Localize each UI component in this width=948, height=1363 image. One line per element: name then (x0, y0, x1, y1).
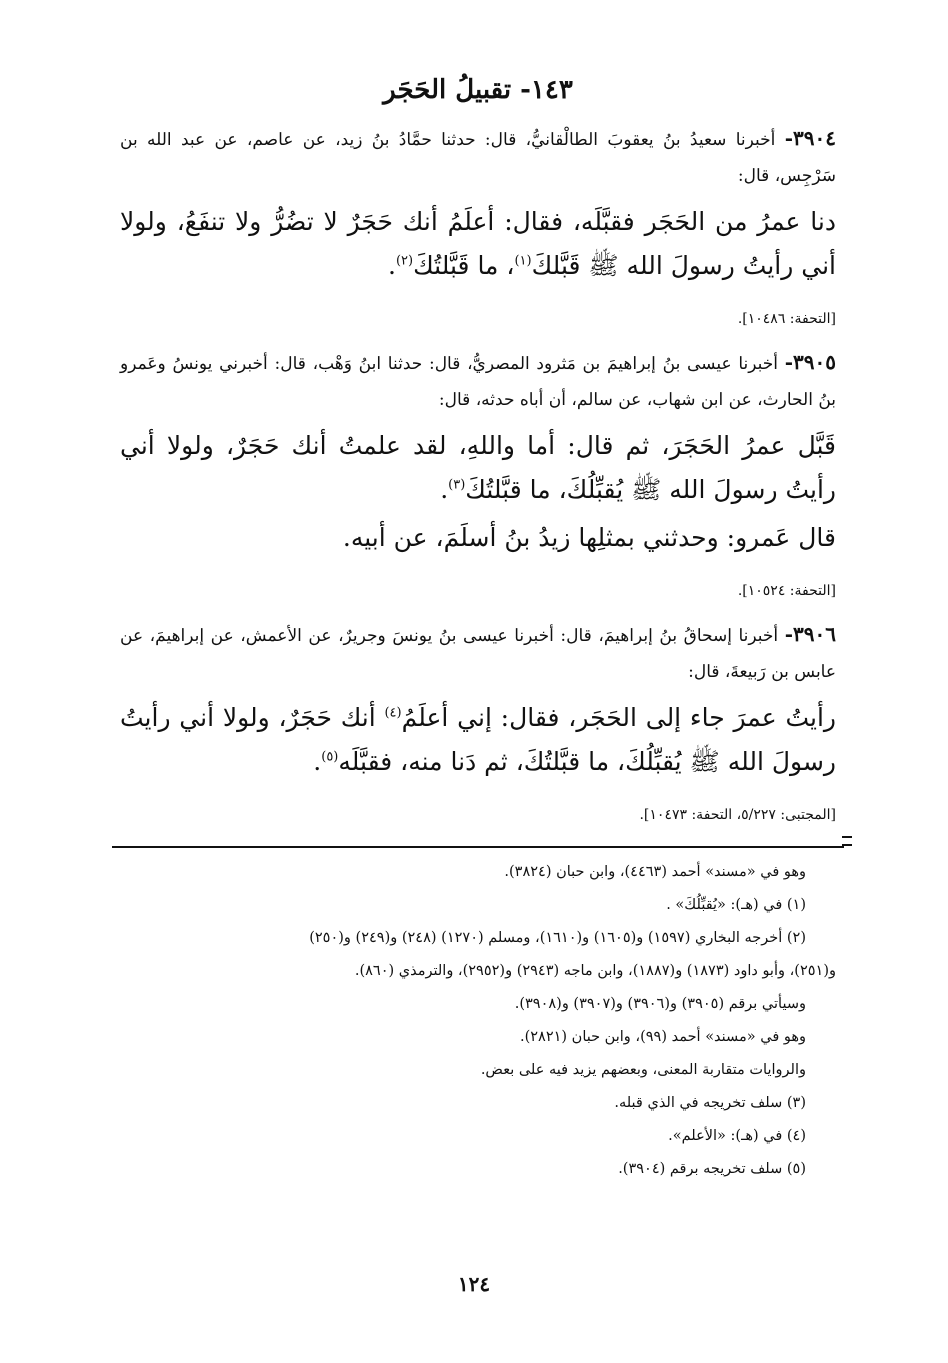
matn-text: رأيتُ عمرَ جاء إلى الحَجَر، فقال: إني أعلَمُ (401, 703, 836, 732)
hadith-isnad (120, 120, 836, 194)
footnote-ref: (٢) (395, 253, 414, 269)
hadith-matn (120, 200, 836, 288)
chapter-title: ١٤٣- تقبيلُ الحَجَر (383, 75, 573, 105)
tuhfa-reference: [المجتبى: ٥/٢٢٧، التحفة: ١٠٤٧٣]. (639, 807, 836, 823)
isnad-text: أخبرنا سعيدُ بنُ يعقوبَ الطالْقانيُّ، قال: حدثنا حمَّادُ بنُ زيد، عن عاصم، عن عبد الله بن سَرْجِس، قال: (120, 130, 836, 186)
footnote-line: وهو في «مسند» أحمد (٤٤٦٣)، وابن حبان (٣٨٢٤). (504, 864, 806, 880)
footnote-line: وهو في «مسند» أحمد (٩٩)، وابن حبان (٢٨٢١). (519, 1029, 806, 1045)
hadith-matn (120, 696, 836, 784)
matn-text: . (388, 251, 396, 280)
footnote-line: (٣) سلف تخريجه في الذي قبله. (614, 1095, 806, 1111)
footnote-ref: (٥) (321, 749, 339, 765)
isnad-text: أخبرنا عيسى بنُ إبراهيمَ بن مَثرود المصريُّ، قال: حدثنا ابنُ وَهْب، قال: أخبرني يونسُ وعَمرو بنُ الحارث، عن ابن شهاب، عن سالم، أن أباه حدثه، قال: (120, 354, 836, 410)
matn-text: . (440, 475, 449, 504)
page-body (120, 60, 836, 1320)
footnote-ref: (١) (514, 253, 532, 269)
tuhfa-reference: [التحفة: ١٠٤٨٦]. (737, 311, 836, 327)
footnotes (120, 856, 836, 1186)
page-number: ١٢٤ (457, 1272, 491, 1296)
footnote-ref: (٤) (384, 705, 402, 721)
footnote-line: (٥) سلف تخريجه برقم (٣٩٠٤). (618, 1161, 806, 1177)
hadith-number: ٣٩٠٤- (784, 126, 836, 150)
matn-text: دنا عمرُ من الحَجَر فقبَّلَه، فقال: أعلَمُ أنك حَجَرٌ لا تضُرُّ ولا تنفَعُ، ولولا أني رأيتُ رسولَ الله ﷺ قَبَّلكَ (120, 207, 836, 280)
hadith-3904 (120, 120, 836, 334)
isnad-text: أخبرنا إسحاقُ بنُ إبراهيمَ، قال: أخبرنا عيسى بنُ يونسَ وجريرٌ، عن الأعمش، عن إبراهيمَ، عن عابس بن رَبيعةَ، قال: (120, 626, 836, 682)
matn-text: ، ما قَبَّلتُكَ (413, 251, 515, 280)
hadith-number: ٣٩٠٦- (784, 622, 836, 646)
footnote-line: (٢) أخرجه البخاري (١٥٩٧) و(١٦٠٥) و(١٦١٠)، ومسلم (١٢٧٠) (٢٤٨) و(٢٤٩) و(٢٥٠) (309, 930, 806, 946)
hadith-number: ٣٩٠٥- (784, 350, 836, 374)
hadith-matn (120, 424, 836, 512)
footnote-line: (٤) في (هـ): «الأعلم». (668, 1128, 806, 1144)
tuhfa-reference: [التحفة: ١٠٥٢٤]. (737, 583, 836, 599)
footnote-line: والروايات متقاربة المعنى، وبعضهم يزيد فيه على بعض. (480, 1062, 806, 1078)
matn-text: . (313, 747, 322, 776)
matn-text: قَبَّل عمرُ الحَجَرَ، ثم قال: أما واللهِ، لقد علمتُ أنك حَجَرٌ، ولولا أني رأيتُ رسولَ الله ﷺ يُقبِّلُكَ، ما قبَّلتُكَ (120, 431, 836, 504)
hadith-extra: قال عَمرو: وحدثني بمثلِها زيدُ بنُ أسلَمَ، عن أبيه. (342, 523, 836, 552)
footnote-line: (١) في (هـ): «يُقبِّلُكَ» . (666, 897, 806, 913)
hadith-isnad (120, 616, 836, 690)
footnote-separator (120, 840, 836, 856)
hadith-3906 (120, 616, 836, 830)
hadith-3905 (120, 344, 836, 606)
matn-text: أنك حَجَرٌ، ولولا أني رأيتُ رسولَ الله ﷺ يُقبِّلُكَ، ما قبَّلتُكَ، ثم دَنا منه، فقبَّلَه (120, 703, 836, 776)
footnote-line: وسيأتي برقم (٣٩٠٥) و(٣٩٠٦) و(٣٩٠٧) و(٣٩٠٨). (514, 996, 806, 1012)
separator-line (112, 846, 844, 848)
separator-mark (842, 836, 852, 846)
hadith-isnad (120, 344, 836, 418)
footnote-ref: (٣) (448, 477, 466, 493)
footnote-line: و(٢٥١)، وأبو داود (١٨٧٣) و(١٨٨٧)، وابن ماجه (٢٩٤٣) و(٢٩٥٢)، والترمذي (٨٦٠). (354, 963, 836, 979)
